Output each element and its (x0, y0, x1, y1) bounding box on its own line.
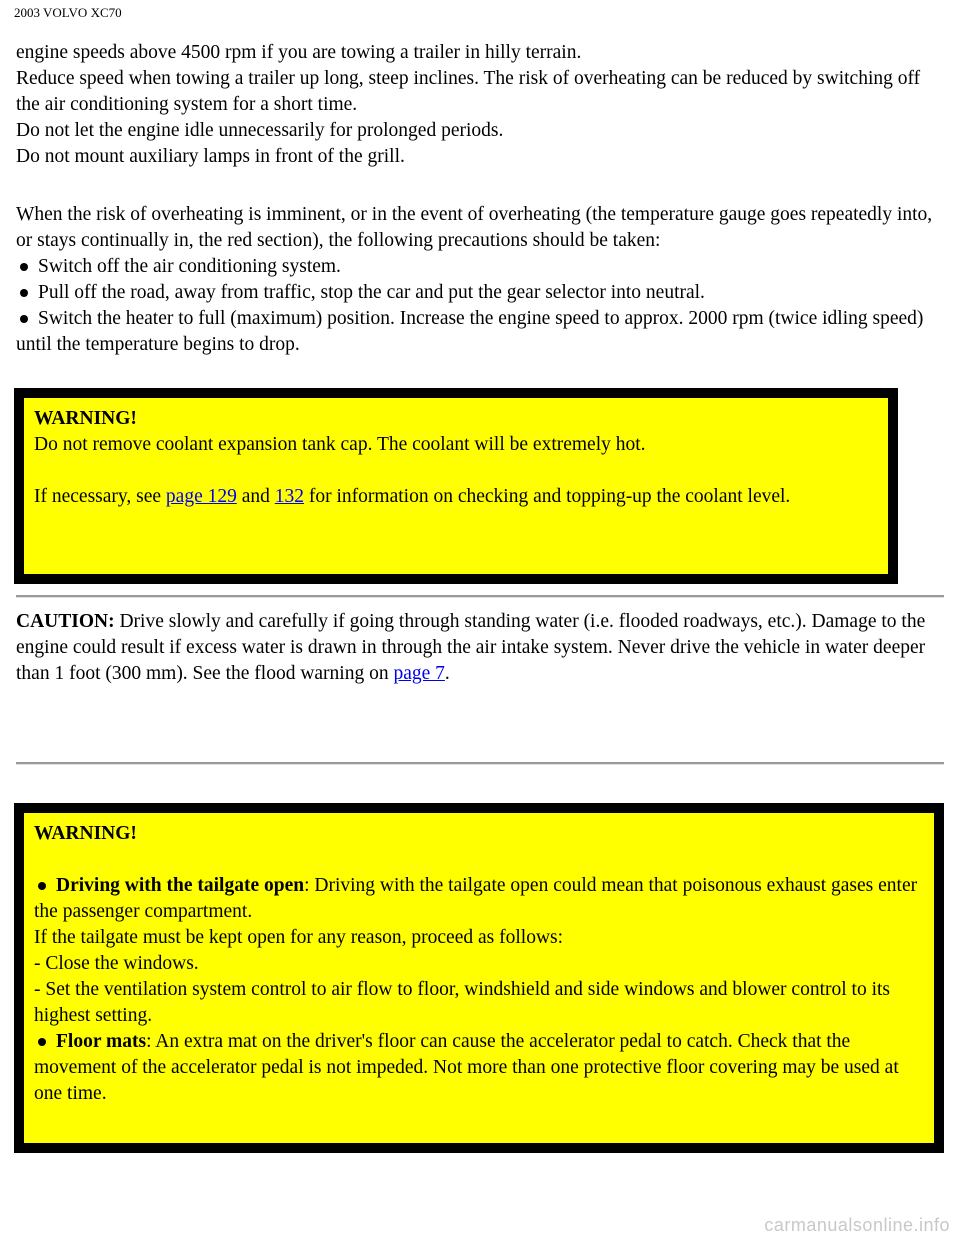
towing-tips (16, 40, 946, 170)
item-heading: Floor mats (56, 1031, 147, 1052)
list-item-text: Switch off the air conditioning system. (38, 256, 341, 277)
bullet-icon (38, 882, 46, 890)
spacer (34, 458, 878, 484)
tip-line: Do not let the engine idle unnecessarily for prolonged periods. (16, 120, 504, 141)
page-header: 2003 VOLVO XC70 (14, 5, 122, 20)
page-129-link[interactable]: page 129 (165, 486, 237, 507)
list-item (16, 254, 946, 280)
list-item (16, 306, 946, 358)
page-132-link[interactable]: 132 (274, 486, 305, 507)
warning-text (34, 484, 878, 510)
item-line: - Set the ventilation system control to air flow to floor, windshield and side windows and blower control to its highest setting. (34, 979, 891, 1026)
watermark: carmanualsonline.info (764, 1215, 950, 1235)
divider (16, 762, 944, 765)
bullet-icon (38, 1038, 46, 1046)
precautions-intro: When the risk of overheating is imminent, or in the event of overheating (the temperature gauge goes repeatedly into, or stays continually in, the red section), the following precautions should be taken: (16, 204, 933, 251)
warning-title: WARNING! (34, 823, 137, 844)
item-line: If the tailgate must be kept open for any reason, proceed as follows: (34, 927, 564, 948)
warning-box-inner (22, 396, 890, 576)
caution-end: . (444, 663, 450, 684)
warning-box-inner (22, 811, 936, 1145)
list-item (16, 280, 946, 306)
bullet-icon (20, 315, 28, 323)
warning-text-part: and (236, 486, 275, 507)
page-7-link[interactable]: page 7 (393, 663, 445, 684)
caution-text: Drive slowly and carefully if going through standing water (i.e. flooded roadways, etc.). Damage to the engine could result if excess water is drawn in through the air intake system. Never drive the vehicle in water deeper than 1 foot (300 mm). See the flood warning on (16, 611, 926, 684)
spacer (34, 847, 924, 873)
warning-text-part: for information on checking and topping-up the coolant level. (304, 486, 791, 507)
list-item (34, 1029, 924, 1107)
list-item-text: Pull off the road, away from traffic, stop the car and put the gear selector into neutral. (38, 282, 705, 303)
tailgate-warning-box (14, 803, 944, 1153)
caution-paragraph (16, 609, 944, 687)
warning-text-part: If necessary, see (34, 486, 166, 507)
warning-title: WARNING! (34, 408, 137, 429)
divider (16, 595, 944, 598)
item-line: - Close the windows. (34, 953, 199, 974)
warning-text: Do not remove coolant expansion tank cap. The coolant will be extremely hot. (34, 434, 646, 455)
tip-line: Do not mount auxiliary lamps in front of the grill. (16, 146, 405, 167)
overheating-precautions (16, 202, 946, 358)
list-item (34, 873, 924, 925)
tip-line: Reduce speed when towing a trailer up long, steep inclines. The risk of overheating can be reduced by switching off the air conditioning system for a short time. (16, 68, 921, 115)
list-item-text: Switch the heater to full (maximum) position. Increase the engine speed to approx. 2000 rpm (twice idling speed) until the temperature begins to drop. (16, 308, 924, 355)
item-heading: Driving with the tailgate open (56, 875, 305, 896)
caution-label: CAUTION: (16, 611, 115, 632)
bullet-icon (20, 289, 28, 297)
item-text: : An extra mat on the driver's floor can cause the accelerator pedal to catch. Check that the movement of the accelerator pedal is not impeded. Not more than one protective floor covering may be used at one time. (34, 1031, 899, 1104)
item-text: : Driving with the tailgate open could mean that poisonous exhaust gases enter the passenger compartment. (34, 875, 918, 922)
coolant-warning-box (14, 388, 898, 584)
tip-line: engine speeds above 4500 rpm if you are towing a trailer in hilly terrain. (16, 42, 582, 63)
bullet-icon (20, 263, 28, 271)
